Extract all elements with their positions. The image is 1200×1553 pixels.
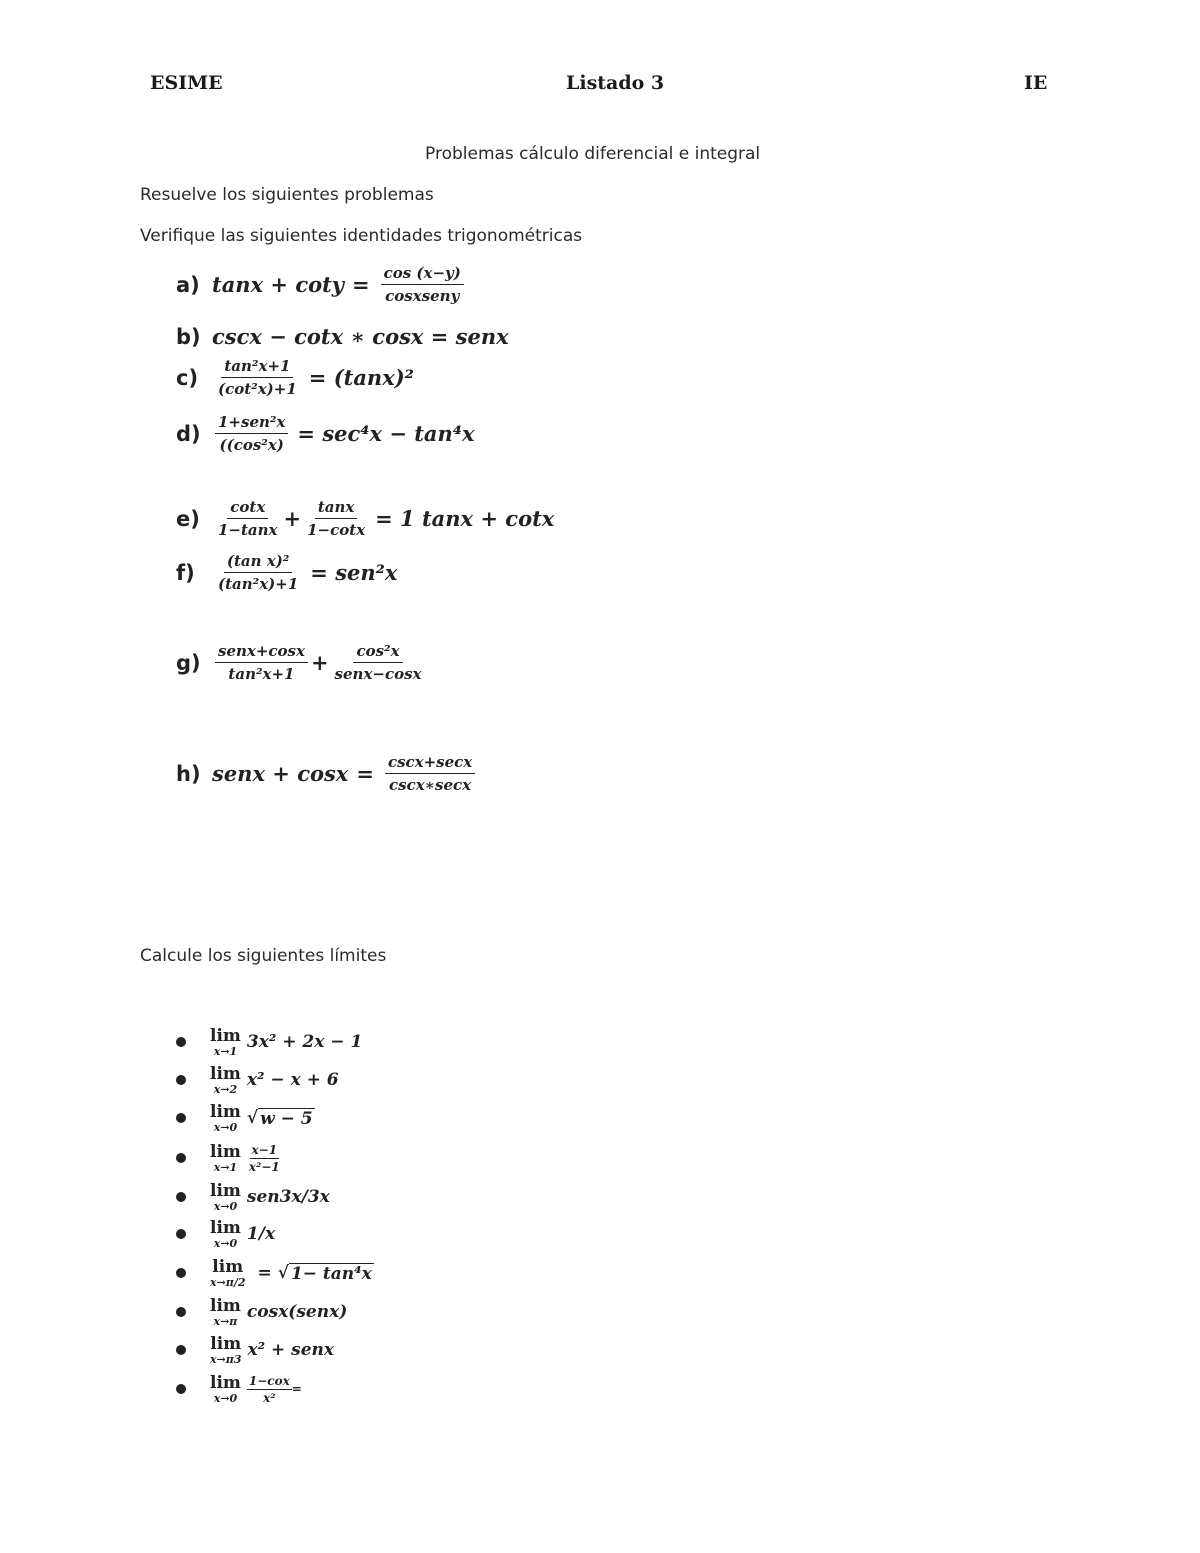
instruction-1: Resuelve los siguientes problemas	[140, 185, 434, 205]
limit-subscript: x→π	[213, 1314, 238, 1328]
fraction-numerator: 1−cox	[248, 1373, 290, 1388]
fraction-denominator: 1−tanx	[218, 521, 278, 539]
identity-c	[176, 357, 414, 398]
limit-expression: 1− tan⁴x	[290, 1263, 372, 1284]
identity-label: g)	[176, 650, 201, 675]
identity-b	[176, 324, 509, 349]
limit-expression: w − 5	[260, 1108, 313, 1129]
limit-word: lim	[210, 1372, 241, 1393]
limit-operator	[210, 1333, 242, 1366]
limit-operator	[210, 1025, 241, 1058]
identity-expression: cscx − cotx ∗ cosx = senx	[212, 324, 509, 349]
limit-word: lim	[210, 1295, 241, 1316]
limit-word: lim	[210, 1333, 242, 1354]
limit-item	[176, 1372, 302, 1406]
identity-fraction-2	[332, 642, 425, 683]
identity-lhs: senx + cosx	[212, 761, 349, 786]
limit-expression: cosx(senx)	[246, 1302, 348, 1322]
fraction-denominator: 1−cotx	[307, 521, 366, 539]
limit-item	[176, 1217, 275, 1251]
limit-operator	[210, 1372, 241, 1405]
fraction-denominator: senx−cosx	[334, 665, 422, 683]
bullet-icon	[176, 1384, 186, 1394]
bullet-icon	[176, 1268, 186, 1278]
identity-plus: +	[310, 650, 329, 675]
identity-fraction-2	[304, 498, 368, 539]
fraction-denominator: (tan²x)+1	[218, 575, 299, 593]
limit-operator	[210, 1180, 241, 1213]
identity-a	[176, 264, 467, 305]
limit-expression: sen3x/3x	[246, 1187, 330, 1207]
header-right: IE	[1024, 72, 1048, 94]
limit-subscript: x→π/2	[210, 1275, 246, 1289]
fraction-denominator: ((cos²x)	[219, 436, 284, 454]
limit-item	[176, 1180, 330, 1214]
limit-expression: x² − x + 6	[246, 1070, 339, 1090]
limit-word: lim	[210, 1180, 241, 1201]
limit-word: lim	[210, 1217, 241, 1238]
bullet-icon	[176, 1075, 186, 1085]
identity-g	[176, 642, 427, 683]
limit-subscript: x→0	[213, 1120, 238, 1134]
identity-lhs: tanx + coty	[212, 272, 345, 297]
bullet-icon	[176, 1345, 186, 1355]
identity-fraction	[215, 552, 301, 593]
limit-expression: 3x² + 2x − 1	[246, 1032, 363, 1052]
fraction-numerator: (tan x)²	[224, 552, 292, 573]
fraction-numerator: cscx+secx	[385, 753, 475, 774]
limit-subscript: x→0	[213, 1236, 238, 1250]
limit-word: lim	[210, 1141, 241, 1162]
limit-word: lim	[210, 1063, 241, 1084]
identity-f	[176, 552, 397, 593]
identity-equals: =	[356, 761, 374, 786]
identity-fraction	[385, 753, 475, 794]
limit-item	[176, 1256, 374, 1290]
limit-word: lim	[212, 1256, 244, 1277]
bullet-icon	[176, 1113, 186, 1123]
fraction-numerator: tanx	[315, 498, 358, 519]
identity-fraction	[381, 264, 464, 305]
fraction-numerator: cos²x	[353, 642, 402, 663]
instruction-2: Verifique las siguientes identidades trigonométricas	[140, 226, 583, 246]
fraction-numerator: tan²x+1	[221, 357, 293, 378]
fraction-numerator: cotx	[227, 498, 268, 519]
identity-d	[176, 413, 475, 454]
limit-item	[176, 1333, 334, 1367]
fraction-denominator: x²	[263, 1390, 276, 1405]
identity-plus: +	[283, 506, 302, 531]
limit-expression: 1/x	[246, 1224, 276, 1244]
fraction-denominator: (cot²x)+1	[218, 380, 297, 398]
bullet-icon	[176, 1229, 186, 1239]
limit-subscript: x→1	[213, 1044, 238, 1058]
fraction-denominator: tan²x+1	[228, 665, 295, 683]
identity-label: h)	[176, 761, 201, 786]
fraction-denominator: cscx∗secx	[389, 776, 472, 794]
limit-operator	[210, 1295, 241, 1328]
limit-subscript: x→0	[213, 1391, 238, 1405]
identity-equals: =	[352, 272, 370, 297]
identity-label: e)	[176, 506, 200, 531]
identity-label: f)	[176, 560, 195, 585]
limit-fraction	[247, 1374, 292, 1405]
header-center: Listado 3	[566, 72, 665, 94]
identity-fraction	[215, 357, 300, 398]
identity-label: a)	[176, 272, 200, 297]
limit-item	[176, 1025, 362, 1059]
limit-subscript: x→2	[213, 1082, 238, 1096]
bullet-icon	[176, 1307, 186, 1317]
identity-e	[176, 498, 554, 539]
fraction-numerator: x−1	[251, 1142, 278, 1157]
identity-label: b)	[176, 324, 201, 349]
identity-rhs: = sec⁴x − tan⁴x	[297, 421, 475, 446]
limit-item	[176, 1063, 339, 1097]
limit-operator	[210, 1217, 241, 1250]
identity-label: d)	[176, 421, 201, 446]
limit-operator	[210, 1141, 241, 1174]
limit-word: lim	[210, 1101, 241, 1122]
page-title: Problemas cálculo diferencial e integral	[425, 144, 761, 164]
fraction-denominator: x²−1	[248, 1159, 280, 1174]
limit-equals: =	[257, 1263, 272, 1283]
fraction-numerator: senx+cosx	[215, 642, 308, 663]
bullet-icon	[176, 1192, 186, 1202]
limit-item	[176, 1141, 282, 1175]
limit-subscript: x→π3	[210, 1352, 242, 1366]
fraction-denominator: cosxseny	[385, 287, 460, 305]
identity-rhs: = 1 tanx + cotx	[375, 506, 555, 531]
identity-fraction	[215, 413, 288, 454]
identity-rhs: = sen²x	[310, 560, 398, 585]
identity-rhs: = (tanx)²	[308, 365, 414, 390]
identity-fraction-1	[215, 642, 308, 683]
bullet-icon	[176, 1037, 186, 1047]
limit-fraction	[247, 1143, 282, 1174]
limit-subscript: x→1	[213, 1160, 238, 1174]
limit-item	[176, 1295, 347, 1329]
limit-operator	[210, 1256, 246, 1289]
limits-title: Calcule los siguientes límites	[140, 946, 387, 966]
limit-word: lim	[210, 1025, 241, 1046]
limit-operator	[210, 1101, 241, 1134]
radical-icon: √	[277, 1263, 289, 1283]
limit-operator	[210, 1063, 241, 1096]
bullet-icon	[176, 1153, 186, 1163]
limit-equals: =	[291, 1382, 302, 1396]
fraction-numerator: 1+sen²x	[215, 413, 288, 434]
limit-expression: x² + senx	[247, 1340, 335, 1360]
identity-fraction-1	[215, 498, 281, 539]
identity-h	[176, 753, 478, 794]
fraction-numerator: cos (x−y)	[381, 264, 464, 285]
limit-subscript: x→0	[213, 1199, 238, 1213]
radical-icon: √	[246, 1108, 259, 1128]
identity-label: c)	[176, 365, 199, 390]
header-left: ESIME	[150, 72, 223, 94]
limit-item	[176, 1101, 315, 1135]
